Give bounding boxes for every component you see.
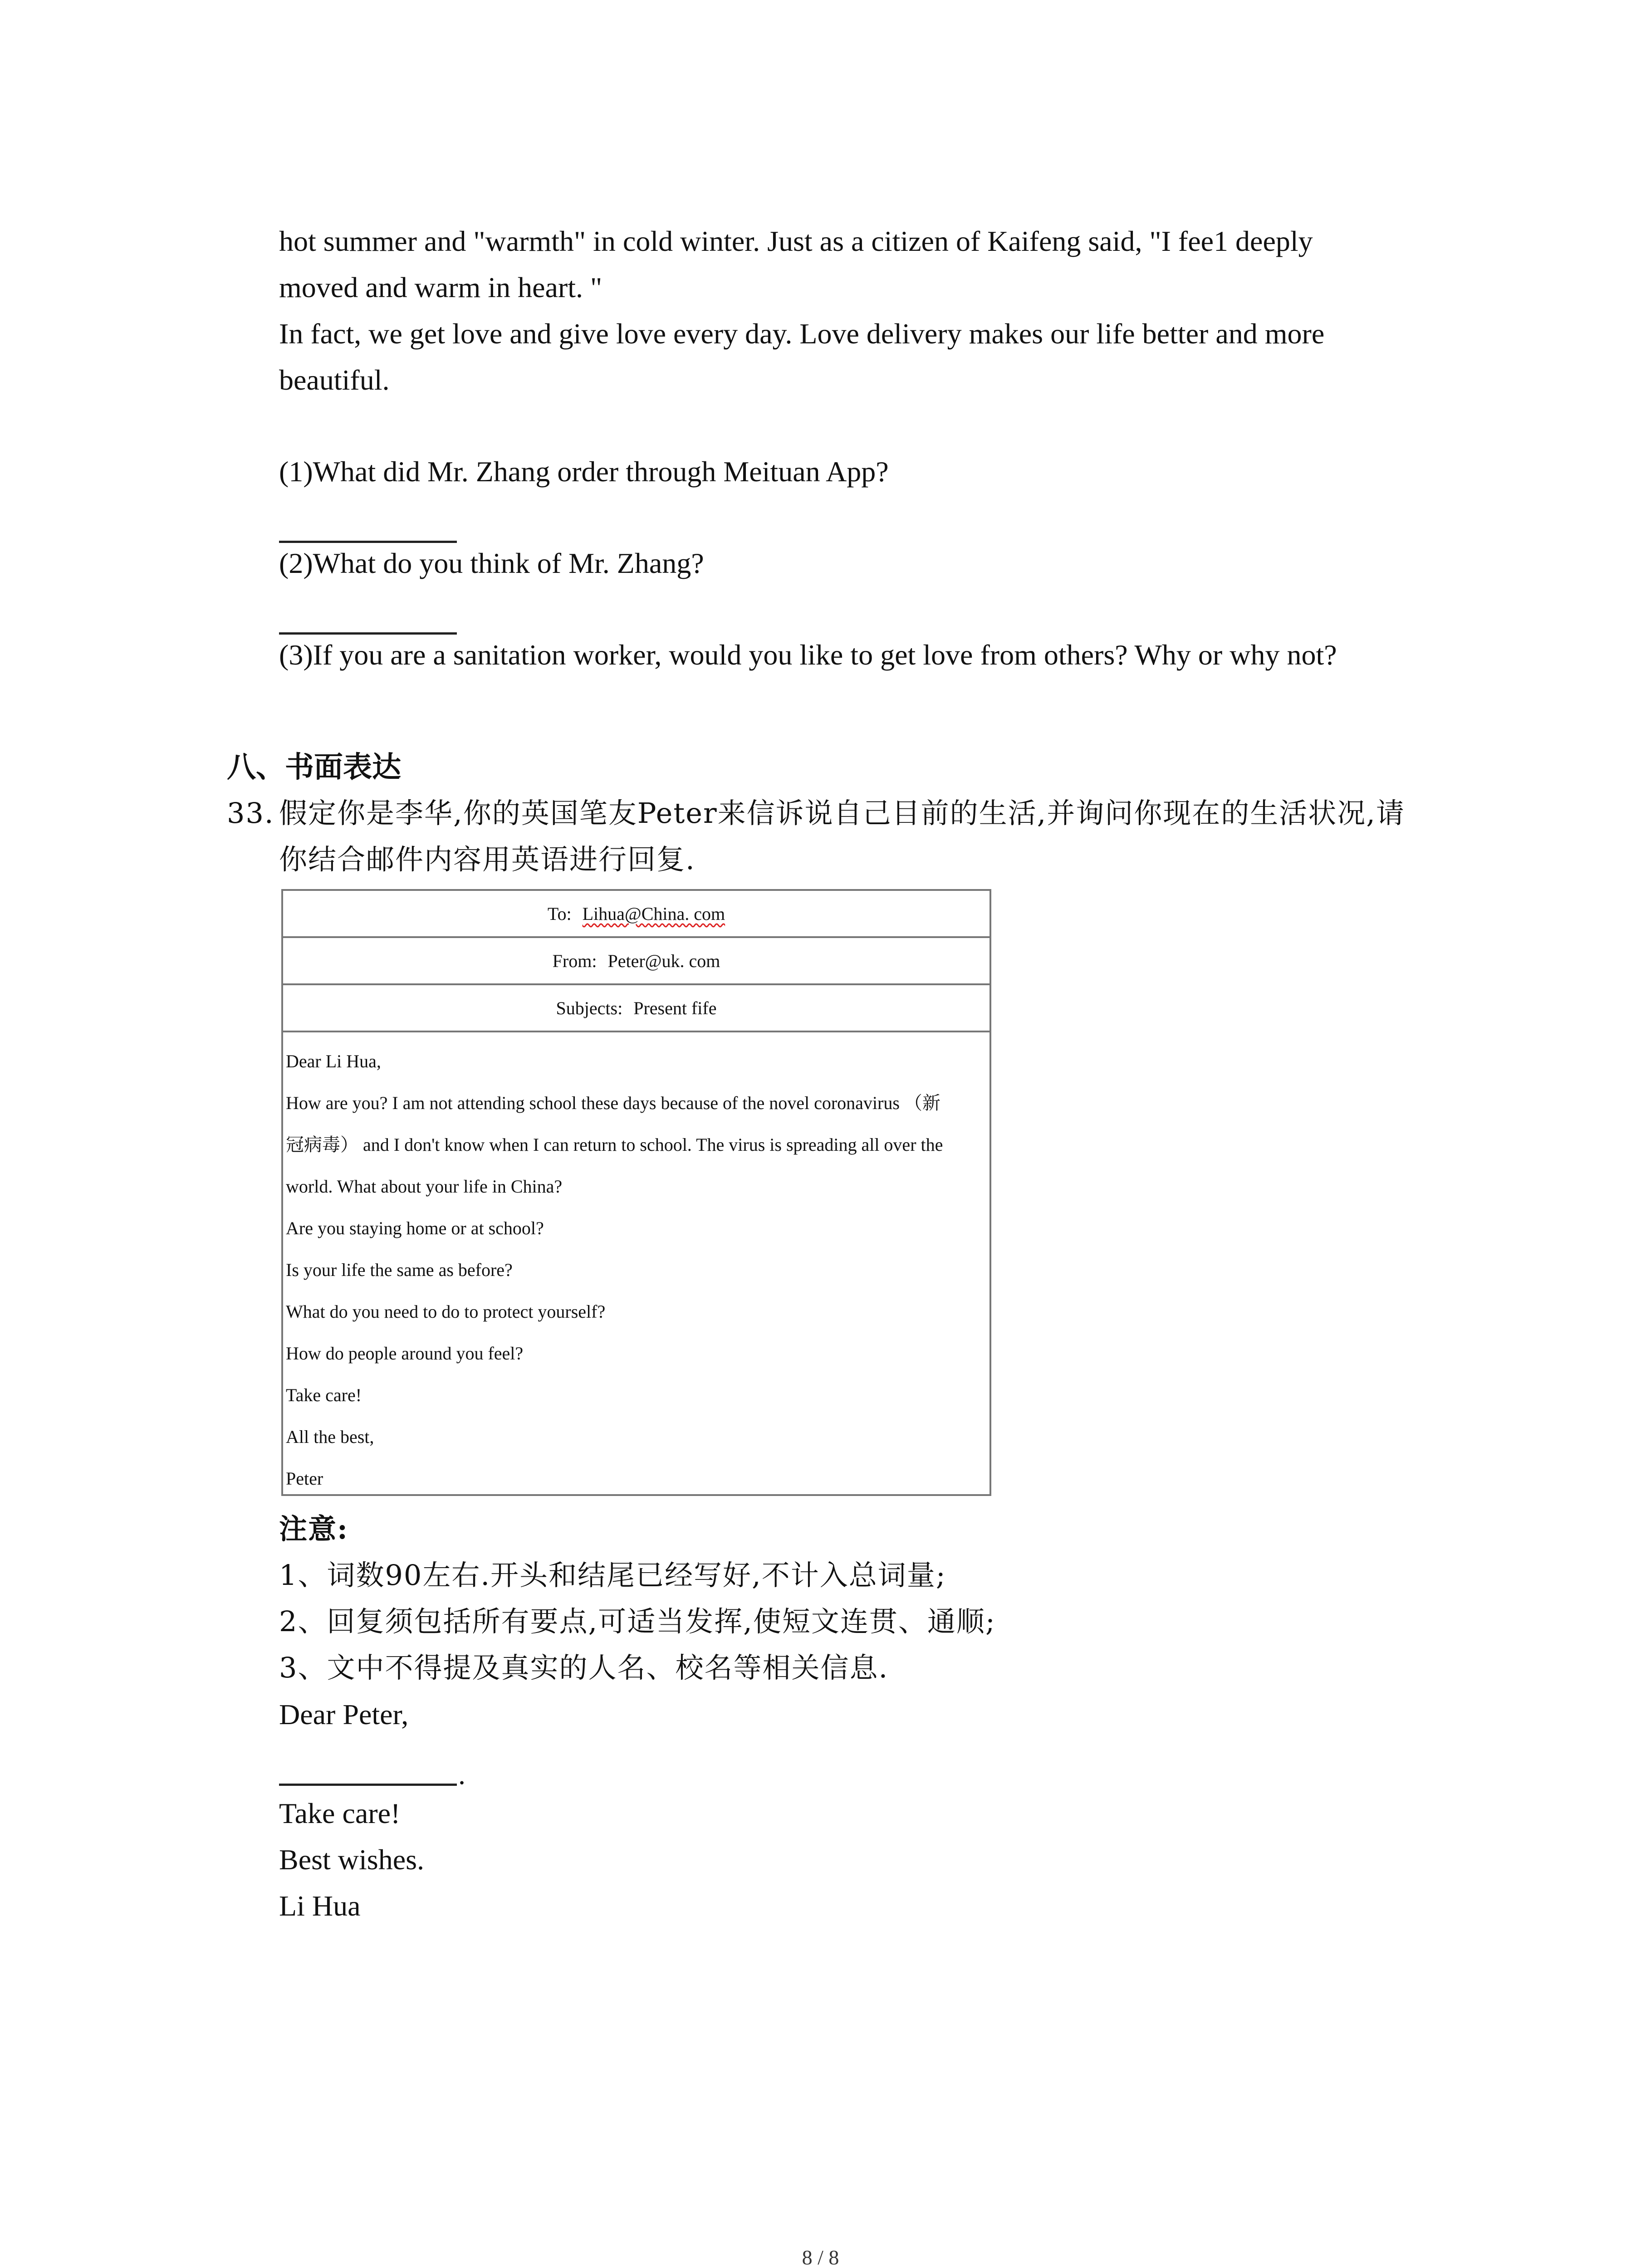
notes-item-2: 2、回复须包括所有要点,可适当发挥,使短文连贯、通顺; [279, 1605, 996, 1638]
passage-line-4: beautiful. [279, 364, 390, 396]
email-subject-row [283, 985, 989, 1032]
task-line-1: 假定你是李华,你的英国笔友Peter来信诉说自己目前的生活,并询问你现在的生活状况,请 [279, 797, 1405, 830]
email-body-line: How are you? I am not attending school these days because of the novel coronavirus （新 [286, 1093, 941, 1113]
section-title: 八、书面表达 [227, 750, 401, 784]
email-to-row [283, 891, 989, 938]
email-to-value: Lihua@China. com [582, 903, 725, 924]
email-from-value: Peter@uk. com [607, 950, 720, 971]
email-body-line: Peter [286, 1468, 323, 1489]
notes-heading: 注意: [279, 1512, 348, 1545]
email-body-line: Are you staying home or at school? [286, 1218, 544, 1238]
email-body-line: world. What about your life in China? [286, 1176, 563, 1197]
email-table [281, 889, 991, 1496]
question-2: (2)What do you think of Mr. Zhang? [279, 547, 704, 579]
answer-blank-2[interactable] [279, 632, 457, 635]
email-body-line: How do people around you feel? [286, 1343, 524, 1364]
email-subject-value: Present fife [633, 997, 717, 1018]
email-body-line: 冠病毒） and I don't know when I can return to school. The virus is spreading all over the [286, 1134, 943, 1155]
question-3: (3)If you are a sanitation worker, would you like to get love from others? Why or why not? [279, 639, 1337, 671]
task-line-2: 你结合邮件内容用英语进行回复. [279, 843, 696, 876]
passage-line-3: In fact, we get love and give love every day. Love delivery makes our life better and more [279, 318, 1325, 350]
passage-line-1: hot summer and "warmth" in cold winter. Just as a citizen of Kaifeng said, "I fee1 deeply [279, 225, 1313, 257]
email-body-line: What do you need to do to protect yourself? [286, 1301, 606, 1322]
answer-blank-1[interactable] [279, 541, 457, 543]
reply-closing-1: Take care! [279, 1797, 401, 1829]
email-body-line: Dear Li Hua, [286, 1051, 381, 1071]
email-from-label: From: [552, 950, 597, 971]
question-1: (1)What did Mr. Zhang order through Meituan App? [279, 455, 889, 488]
notes-item-1: 1、词数90左右.开头和结尾已经写好,不计入总词量; [279, 1559, 946, 1592]
reply-answer-blank[interactable] [279, 1784, 457, 1786]
email-to-label: To: [547, 903, 572, 924]
email-subject-label: Subjects: [556, 997, 623, 1018]
notes-item-3: 3、文中不得提及真实的人名、校名等相关信息. [279, 1651, 889, 1684]
reply-blank-period: . [458, 1758, 465, 1790]
passage-line-2: moved and warm in heart. " [279, 271, 603, 303]
reply-signature: Li Hua [279, 1890, 361, 1922]
reply-greeting: Dear Peter, [279, 1698, 409, 1730]
email-from-row [283, 938, 989, 985]
reply-closing-2: Best wishes. [279, 1843, 424, 1876]
email-body-line: Is your life the same as before? [286, 1260, 513, 1280]
email-body-line: Take care! [286, 1385, 362, 1405]
page-number: 8 / 8 [802, 2246, 839, 2268]
email-body-line: All the best, [286, 1427, 374, 1447]
task-number: 33. [227, 797, 274, 830]
